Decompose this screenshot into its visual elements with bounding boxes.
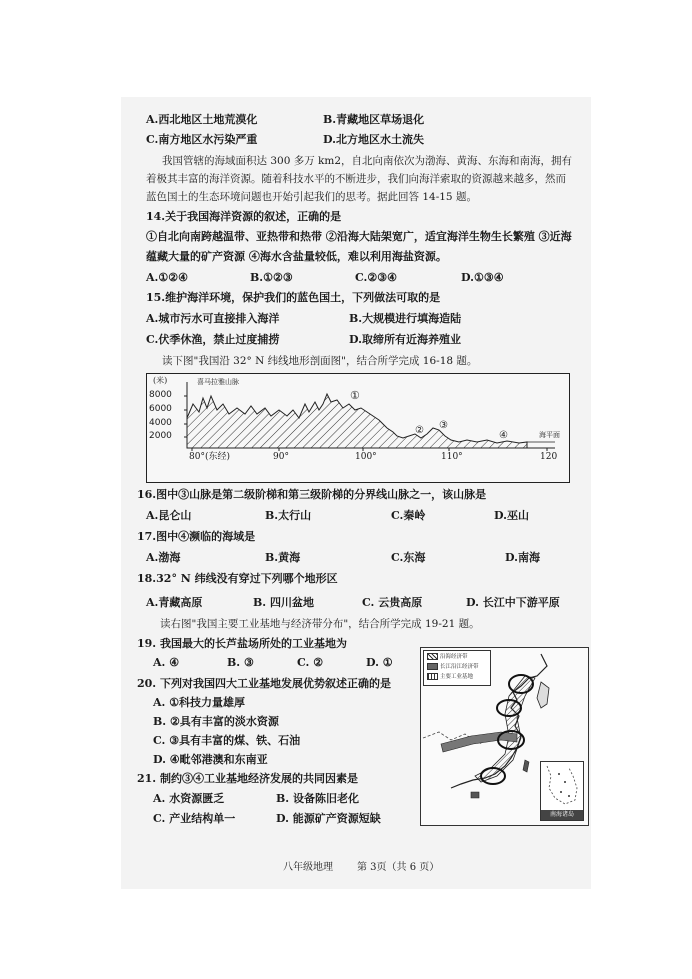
q18-option-b: B. 四川盆地 (253, 596, 314, 609)
marker-2: ② (415, 425, 424, 436)
footer-subject: 八年级地理 (283, 862, 333, 873)
legend-industrial (427, 673, 473, 681)
q20-stem: 20. 下列对我国四大工业基地发展优势叙述正确的是 (137, 677, 391, 690)
sea-level-label: 海平面 (539, 431, 560, 439)
inset-svg (541, 762, 583, 810)
x-tick-100: 100° (355, 452, 377, 462)
legend-coastal-label: 沿海经济带 (440, 654, 468, 660)
passage-line-3: 蓝色国土的生态环境问题也开始引起我们的思考。据此回答 14-15 题。 (146, 191, 477, 203)
island-dot (558, 773, 560, 775)
q18-option-a: A.青藏高原 (146, 596, 203, 609)
passage-line-1: 我国管辖的海域面积达 300 多万 km2，自北向南依次为渤海、黄海、东海和南海，拥有 (162, 155, 573, 167)
footer-page-number: 第 3页（共 6 页） (357, 862, 440, 873)
nine-dash-line (547, 766, 577, 804)
q21-option-b: B. 设备陈旧老化 (276, 792, 359, 805)
q20-option-d: D. ④毗邻港澳和东南亚 (153, 753, 268, 766)
x-tick-80: 80°(东经) (189, 452, 230, 462)
x-tick-90: 90° (273, 452, 289, 462)
q14-body-1: ①自北向南跨越温带、亚热带和热带 ②沿海大陆架宽广，适宜海洋生物生长繁殖 ③近海 (146, 230, 572, 243)
y-tick-4000: 4000 (149, 418, 172, 428)
marker-4: ④ (499, 430, 508, 441)
q16-option-d: D.巫山 (494, 509, 529, 522)
marker-1: ① (350, 389, 360, 402)
q16-option-b: B.太行山 (265, 509, 312, 522)
q21-option-c: C. 产业结构单一 (153, 812, 236, 825)
q18-stem: 18.32° N 纬线没有穿过下列哪个地形区 (137, 572, 338, 585)
q21-option-d: D. 能源矿产资源短缺 (276, 812, 381, 825)
island-dot (560, 791, 562, 793)
korean-peninsula (537, 682, 549, 708)
q19-option-a: A. ④ (153, 656, 180, 669)
q20-option-c: C. ③具有丰富的煤、铁、石油 (153, 734, 301, 747)
south-sea-islands-inset (540, 761, 584, 821)
map-legend (423, 650, 491, 686)
q17-option-a: A.渤海 (146, 551, 181, 564)
q17-option-c: C.东海 (391, 551, 426, 564)
q20-option-a: A. ①科技力量雄厚 (153, 696, 246, 709)
legend-industrial-swatch (427, 673, 438, 680)
q21-option-a: A. 水资源匮乏 (153, 792, 225, 805)
q15-stem: 15.维护海洋环境，保护我们的蓝色国土，下列做法可取的是 (146, 291, 441, 304)
q13-option-c: C.南方地区水污染严重 (146, 133, 258, 146)
q20-option-b: B. ②具有丰富的淡水资源 (153, 715, 279, 728)
passage-line-2: 着极其丰富的海洋资源。随着科技水平的不断进步，我们向海洋索取的资源越来越多，然而 (146, 173, 566, 185)
inset-label: 南海诸岛 (541, 810, 583, 820)
himalaya-label: 喜马拉雅山脉 (197, 378, 239, 386)
legend-coastal-swatch (427, 653, 438, 660)
q18-option-d: D. 长江中下游平原 (466, 596, 560, 609)
island-dot (564, 781, 566, 783)
q15-option-d: D.取缔所有近海养殖业 (349, 333, 461, 346)
q14-option-b: B.①②③ (250, 271, 293, 284)
legend-coastal (427, 653, 468, 661)
q16-stem: 16.图中③山脉是第二级阶梯和第三级阶梯的分界线山脉之一，该山脉是 (137, 488, 487, 501)
island-dot (568, 795, 570, 797)
marker-3: ③ (439, 420, 448, 431)
terrain-profile-figure (146, 373, 570, 483)
q15-option-a: A.城市污水可直接排入海洋 (146, 312, 280, 325)
q16-option-a: A.昆仑山 (146, 509, 192, 522)
q19-option-c: C. ② (297, 656, 324, 669)
map-intro: 读右图"我国主要工业基地与经济带分布"，结合所学完成 19-21 题。 (160, 618, 480, 630)
q19-option-d: D. ① (366, 656, 393, 669)
profile-intro: 读下图"我国沿 32° N 纬线地形剖面图"，结合所学完成 16-18 题。 (162, 355, 478, 367)
q17-option-d: D.南海 (505, 551, 540, 564)
hainan-island (471, 792, 479, 798)
q15-option-c: C.伏季休渔，禁止过度捕捞 (146, 333, 280, 346)
legend-yangtze-label: 长江沿江经济带 (440, 664, 479, 670)
q14-option-d: D.①③④ (461, 271, 504, 284)
q21-stem: 21. 制约③④工业基地经济发展的共同因素是 (137, 772, 358, 785)
q14-stem: 14.关于我国海洋资源的叙述，正确的是 (146, 210, 342, 223)
q13-option-d: D.北方地区水土流失 (323, 133, 424, 146)
q18-option-c: C. 云贵高原 (362, 596, 423, 609)
q15-option-b: B.大规模进行填海造陆 (349, 312, 462, 325)
legend-industrial-label: 主要工业基地 (440, 674, 474, 680)
y-tick-6000: 6000 (149, 404, 172, 414)
q19-option-b: B. ③ (227, 656, 254, 669)
industrial-base-map (420, 647, 589, 826)
q16-option-c: C.秦岭 (391, 509, 426, 522)
legend-yangtze (427, 663, 479, 671)
x-tick-110: 110° (441, 452, 463, 462)
y-tick-8000: 8000 (149, 390, 172, 400)
taiwan-island (523, 760, 529, 772)
x-tick-120: 120 (540, 452, 558, 462)
q13-option-a: A.西北地区土地荒漠化 (146, 113, 258, 126)
q17-stem: 17.图中④濒临的海域是 (137, 530, 256, 543)
q13-option-b: B.青藏地区草场退化 (323, 113, 425, 126)
y-tick-2000: 2000 (149, 431, 172, 441)
q17-option-b: B.黄海 (265, 551, 301, 564)
legend-yangtze-swatch (427, 663, 438, 670)
q14-option-a: A.①②④ (146, 271, 188, 284)
q19-stem: 19. 我国最大的长芦盐场所处的工业基地为 (137, 637, 347, 650)
y-axis-unit: (米) (153, 376, 168, 385)
q14-body-2: 蕴藏大量的矿产资源 ④海水含盐量较低，难以利用海盐资源。 (146, 250, 447, 263)
q14-option-c: C.②③④ (355, 271, 397, 284)
